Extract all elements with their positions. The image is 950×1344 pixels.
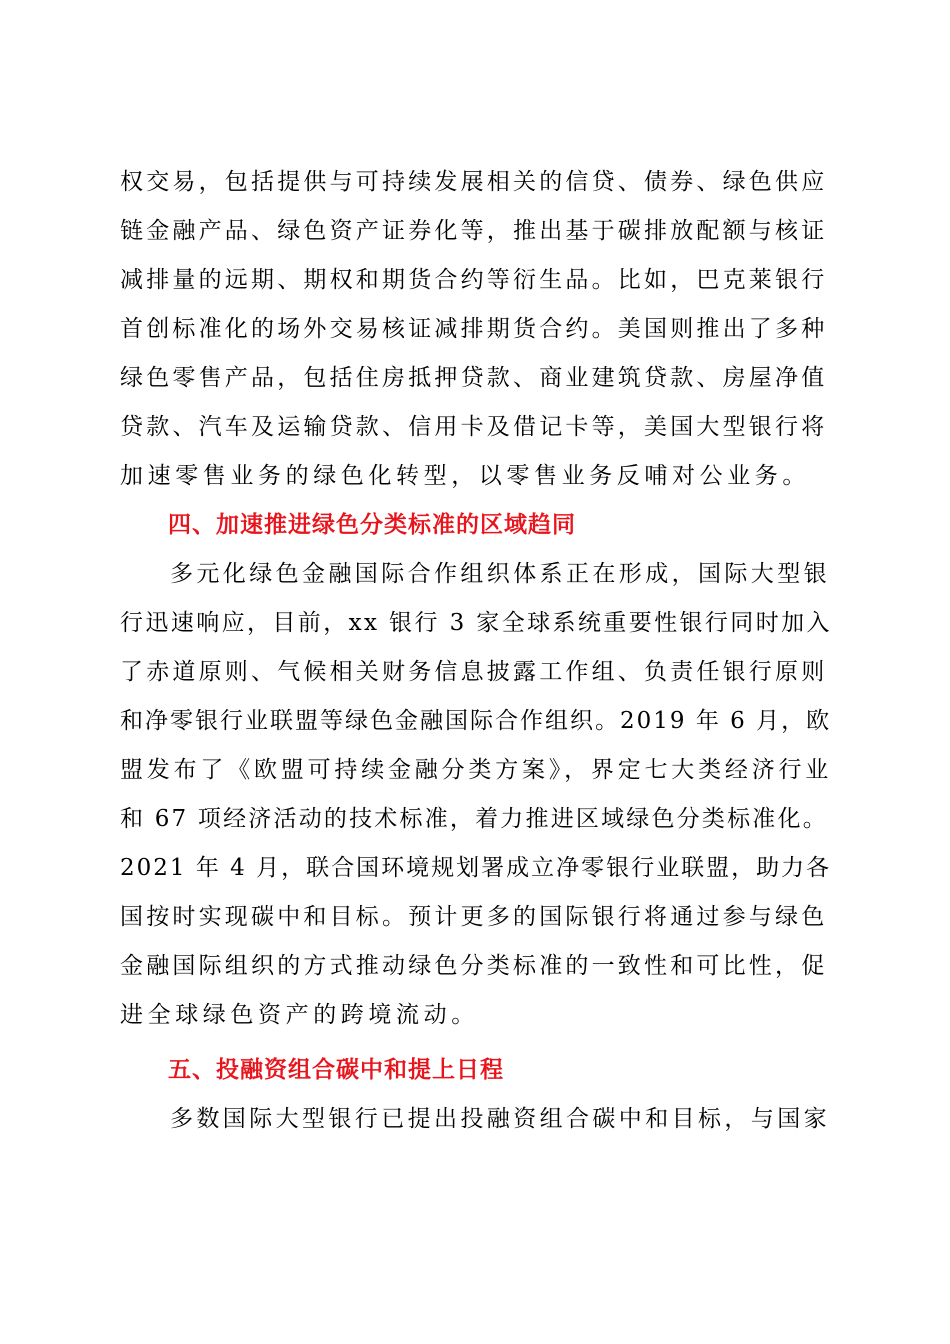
- section-heading-4: 四、加速推进绿色分类标准的区域趋同: [168, 512, 576, 538]
- text-line: 盟发布了《欧盟可持续金融分类方案》，界定七大类经济行业: [120, 757, 833, 783]
- text-line: 国按时实现碳中和目标。预计更多的国际银行将通过参与绿色: [120, 904, 828, 930]
- text-line: 绿色零售产品，包括住房抵押贷款、商业建筑贷款、房屋净值: [120, 365, 828, 391]
- text-line: 贷款、汽车及运输贷款、信用卡及借记卡等，美国大型银行将: [120, 414, 828, 440]
- body-paragraph-classification-standards: [120, 550, 832, 1040]
- text-line: 和 67 项经济活动的技术标准，着力推进区域绿色分类标准化。: [120, 806, 828, 832]
- text-line: 了赤道原则、气候相关财务信息披露工作组、负责任银行原则: [120, 659, 828, 685]
- text-line: 和净零银行业联盟等绿色金融国际合作组织。2019 年 6 月，欧: [120, 708, 832, 734]
- text-line: 减排量的远期、期权和期货合约等衍生品。比如，巴克莱银行: [120, 267, 828, 293]
- text-line: 2021 年 4 月，联合国环境规划署成立净零银行业联盟，助力各: [120, 855, 832, 881]
- text-line: 首创标准化的场外交易核证减排期货合约。美国则推出了多种: [120, 316, 828, 342]
- text-line: 链金融产品、绿色资产证券化等，推出基于碳排放配额与核证: [120, 218, 828, 244]
- text-line: 行迅速响应，目前，xx 银行 3 家全球系统重要性银行同时加入: [120, 610, 832, 636]
- text-line: 多元化绿色金融国际合作组织体系正在形成，国际大型银: [170, 561, 830, 587]
- body-paragraph-carbon-trading: [120, 158, 832, 501]
- text-line: 权交易，包括提供与可持续发展相关的信贷、债券、绿色供应: [120, 169, 828, 195]
- body-paragraph-carbon-neutral-portfolio: [120, 1095, 832, 1144]
- document-page: [120, 158, 832, 1144]
- section-heading-5: 五、投融资组合碳中和提上日程: [168, 1057, 504, 1083]
- text-line: 金融国际组织的方式推动绿色分类标准的一致性和可比性，促: [120, 953, 828, 979]
- text-line: 加速零售业务的绿色化转型，以零售业务反哺对公业务。: [120, 463, 810, 489]
- text-line: 进全球绿色资产的跨境流动。: [120, 1002, 479, 1028]
- text-line: 多数国际大型银行已提出投融资组合碳中和目标，与国家: [170, 1106, 830, 1132]
